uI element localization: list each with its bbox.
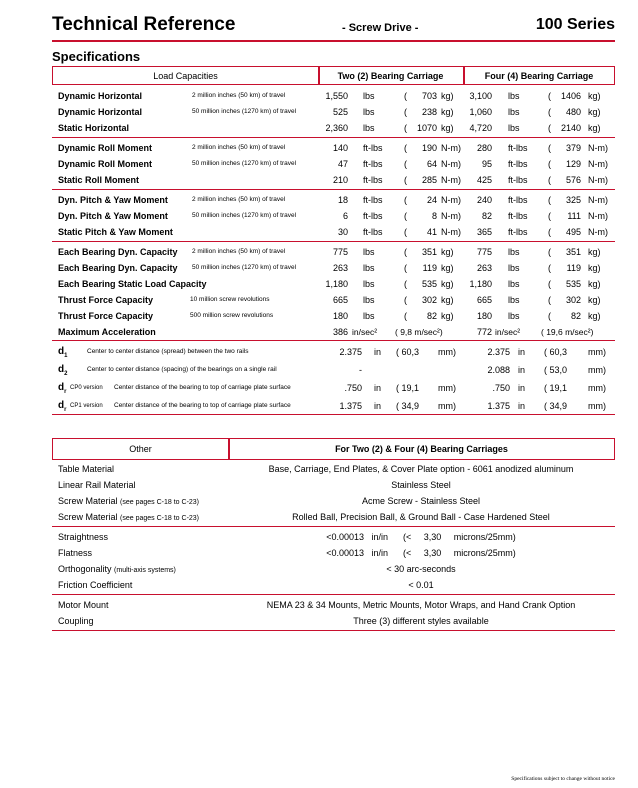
four-bearing-unit: in — [518, 383, 526, 393]
two-bearing-metric-unit: N-m) — [441, 211, 461, 221]
four-bearing-paren: ( — [548, 279, 551, 289]
four-bearing-metric-unit: kg) — [588, 107, 601, 117]
other-row — [52, 493, 615, 509]
spec-row — [52, 172, 615, 188]
four-bearing-metric: 82 — [570, 311, 581, 321]
two-bearing-paren: ( — [404, 195, 407, 205]
two-bearing-unit: ft-lbs — [363, 143, 383, 153]
four-bearing-metric-unit: kg) — [588, 247, 601, 257]
four-bearing-value: 2.088 — [487, 365, 510, 375]
dimension-row — [52, 362, 615, 378]
two-bearing-metric-unit: kg) — [441, 295, 454, 305]
two-bearing-unit: ft-lbs — [363, 227, 383, 237]
four-bearing-unit: lbs — [508, 295, 520, 305]
dimension-version: CP0 version — [70, 385, 103, 391]
two-bearing-value: 1,180 — [325, 279, 348, 289]
two-bearing-value: 775 — [332, 247, 348, 257]
four-bearing-metric-unit: kg) — [588, 123, 601, 133]
four-bearing-metric: 480 — [565, 107, 581, 117]
header-four-bearing: Four (4) Bearing Carriage — [484, 70, 594, 81]
spec-label: Thrust Force Capacity — [58, 311, 154, 321]
four-bearing-metric: 119 — [566, 263, 581, 273]
group-divider — [52, 189, 615, 190]
two-bearing-value: 525 — [332, 107, 348, 117]
four-bearing-unit: lbs — [508, 263, 520, 273]
four-bearing-metric-unit: kg) — [588, 311, 601, 321]
two-bearing-paren: ( — [404, 175, 407, 185]
two-bearing-unit: lbs — [363, 295, 375, 305]
spec-label: Thrust Force Capacity — [58, 295, 154, 305]
two-bearing-metric-unit: kg) — [441, 279, 454, 289]
spec-table-header — [52, 66, 615, 85]
spec-row — [52, 224, 615, 240]
other-row — [52, 613, 615, 629]
four-bearing-metric: 302 — [565, 295, 581, 305]
spec-row — [52, 104, 615, 120]
other-value: NEMA 23 & 34 Mounts, Metric Mounts, Motor Wraps, and Hand Crank Option — [266, 600, 576, 610]
spec-row — [52, 244, 615, 260]
other-value: <0.00013 in/in (< 3,30 microns/25mm) — [326, 548, 516, 558]
dimension-symbol-subscript: 1 — [64, 353, 68, 359]
two-bearing-metric: ( 9,8 m/sec²) — [395, 327, 443, 337]
four-bearing-unit: ft-lbs — [508, 159, 528, 169]
two-bearing-metric-unit: mm) — [438, 347, 456, 357]
spec-condition: 50 million inches (1270 km) of travel — [192, 108, 297, 115]
two-bearing-metric: 703 — [421, 91, 437, 101]
two-bearing-unit: lbs — [363, 311, 375, 321]
spec-row — [52, 120, 615, 136]
two-bearing-value: - — [359, 365, 362, 375]
other-label — [58, 613, 94, 629]
two-bearing-paren: ( — [404, 91, 407, 101]
spec-label: Static Pitch & Yaw Moment — [58, 227, 173, 237]
two-bearing-paren: ( — [404, 143, 407, 153]
other-value: < 0.01 — [408, 580, 434, 590]
two-bearing-paren: ( — [404, 227, 407, 237]
two-bearing-metric-unit: kg) — [441, 263, 454, 273]
four-bearing-value: 1,180 — [469, 279, 492, 289]
two-bearing-paren: ( — [404, 311, 407, 321]
four-bearing-metric-unit: kg) — [588, 279, 601, 289]
group-divider — [52, 340, 615, 341]
other-label-text: Table Material — [58, 464, 115, 474]
spec-condition: 2 million inches (50 km) of travel — [192, 196, 286, 203]
four-bearing-metric: 129 — [565, 159, 581, 169]
four-bearing-paren: ( — [548, 295, 551, 305]
two-bearing-value: 180 — [332, 311, 348, 321]
other-row — [52, 477, 615, 493]
four-bearing-metric: 2140 — [560, 123, 581, 133]
four-bearing-unit: in/sec² — [495, 327, 521, 337]
two-bearing-metric: ( 60,3 — [396, 347, 420, 357]
other-row — [52, 577, 615, 593]
two-bearing-metric-unit: kg) — [441, 107, 454, 117]
dimension-symbol-letter: d — [58, 346, 65, 357]
two-bearing-metric: ( 19,1 — [396, 383, 420, 393]
other-label — [58, 545, 92, 561]
four-bearing-metric: 495 — [565, 227, 581, 237]
four-bearing-metric: 1406 — [560, 91, 581, 101]
two-bearing-metric: 351 — [421, 247, 437, 257]
four-bearing-metric: 325 — [565, 195, 581, 205]
four-bearing-metric: ( 34,9 — [544, 401, 568, 411]
group-divider — [52, 241, 615, 242]
four-bearing-metric-unit: N-m) — [588, 195, 608, 205]
dimension-row — [52, 398, 615, 414]
four-bearing-paren: ( — [548, 175, 551, 185]
two-bearing-value: 47 — [337, 159, 348, 169]
four-bearing-unit: lbs — [508, 247, 520, 257]
two-bearing-value: 386 — [332, 327, 348, 337]
spec-condition: 2 million inches (50 km) of travel — [192, 92, 286, 99]
other-label — [58, 509, 199, 527]
two-bearing-value: 210 — [332, 175, 348, 185]
spec-condition: 500 million screw revolutions — [190, 312, 274, 319]
other-row — [52, 509, 615, 525]
four-bearing-paren: ( — [548, 227, 551, 237]
four-bearing-metric: 351 — [565, 247, 581, 257]
four-bearing-value: 180 — [476, 311, 492, 321]
two-bearing-metric: 238 — [421, 107, 437, 117]
spec-row — [52, 292, 615, 308]
four-bearing-paren: ( — [548, 211, 551, 221]
two-bearing-value: 1,550 — [325, 91, 348, 101]
other-label-text: Orthogonality — [58, 564, 112, 574]
other-row — [52, 461, 615, 477]
two-bearing-metric-unit: N-m) — [441, 175, 461, 185]
dimension-version: CP1 version — [70, 403, 103, 409]
four-bearing-unit: lbs — [508, 91, 520, 101]
dimension-symbol-subscript: r — [64, 389, 67, 395]
spec-condition: 50 million inches (1270 km) of travel — [192, 160, 297, 167]
four-bearing-metric-unit: N-m) — [588, 211, 608, 221]
four-bearing-paren: ( — [548, 195, 551, 205]
dimension-symbol-letter: d — [58, 400, 65, 411]
four-bearing-metric-unit: kg) — [588, 91, 601, 101]
spec-label: Static Roll Moment — [58, 175, 140, 185]
four-bearing-metric: ( 19,1 — [544, 383, 568, 393]
two-bearing-unit: lbs — [363, 247, 375, 257]
two-bearing-metric: 285 — [421, 175, 437, 185]
four-bearing-unit: ft-lbs — [508, 175, 528, 185]
two-bearing-metric-unit: mm) — [438, 401, 456, 411]
two-bearing-unit: lbs — [363, 279, 375, 289]
four-bearing-unit: ft-lbs — [508, 195, 528, 205]
spec-label: Static Horizontal — [58, 123, 130, 133]
four-bearing-paren: ( — [548, 123, 551, 133]
four-bearing-metric-unit: kg) — [588, 295, 601, 305]
other-label-text: Coupling — [58, 616, 94, 626]
two-bearing-paren: ( — [404, 159, 407, 169]
dimension-symbol-letter: d — [58, 382, 65, 393]
four-bearing-metric-unit: kg) — [588, 263, 601, 273]
section-title: Specifications — [52, 49, 141, 64]
four-bearing-value: 665 — [476, 295, 492, 305]
other-label-text: Screw Material — [58, 512, 118, 522]
spec-condition: 2 million inches (50 km) of travel — [192, 144, 286, 151]
two-bearing-metric: 64 — [426, 159, 437, 169]
dimension-symbol — [58, 362, 67, 382]
page-title: Technical Reference — [52, 14, 236, 35]
two-bearing-value: .750 — [344, 383, 362, 393]
two-bearing-unit: ft-lbs — [363, 211, 383, 221]
two-bearing-metric-unit: N-m) — [441, 159, 461, 169]
four-bearing-value: 775 — [476, 247, 492, 257]
other-row — [52, 529, 615, 545]
header-divider — [52, 40, 615, 42]
other-value: < 30 arc-seconds — [386, 564, 456, 574]
four-bearing-value: 280 — [476, 143, 492, 153]
two-bearing-unit: lbs — [363, 123, 375, 133]
four-bearing-value: 772 — [476, 327, 492, 337]
other-label-note: (multi-axis systems) — [114, 567, 176, 574]
other-row — [52, 597, 615, 613]
spec-condition: 10 million screw revolutions — [190, 296, 270, 303]
two-bearing-paren: ( — [404, 123, 407, 133]
four-bearing-unit: ft-lbs — [508, 211, 528, 221]
four-bearing-unit: lbs — [508, 311, 520, 321]
two-bearing-unit: lbs — [363, 91, 375, 101]
four-bearing-unit: lbs — [508, 123, 520, 133]
spec-row — [52, 192, 615, 208]
two-bearing-value: 665 — [332, 295, 348, 305]
spec-condition: 50 million inches (1270 km) of travel — [192, 212, 297, 219]
spec-row — [52, 140, 615, 156]
two-bearing-unit: ft-lbs — [363, 195, 383, 205]
two-bearing-value: 2.375 — [339, 347, 362, 357]
two-bearing-metric: 41 — [426, 227, 437, 237]
spec-table-bottom — [52, 414, 615, 415]
two-bearing-unit: in — [374, 347, 382, 357]
four-bearing-value: 3,100 — [469, 91, 492, 101]
two-bearing-unit: in/sec² — [352, 327, 378, 337]
two-bearing-metric: 24 — [426, 195, 437, 205]
four-bearing-value: 4,720 — [469, 123, 492, 133]
other-value: <0.00013 in/in (< 3,30 microns/25mm) — [326, 532, 516, 542]
spec-row — [52, 156, 615, 172]
four-bearing-unit: in — [518, 365, 526, 375]
spec-label: Dyn. Pitch & Yaw Moment — [58, 195, 168, 205]
two-bearing-value: 263 — [332, 263, 348, 273]
four-bearing-unit: in — [518, 347, 526, 357]
four-bearing-metric: 379 — [565, 143, 581, 153]
spec-label: Each Bearing Static Load Capacity — [58, 279, 207, 289]
four-bearing-metric-unit: N-m) — [588, 159, 608, 169]
four-bearing-value: 2.375 — [487, 347, 510, 357]
two-bearing-value: 1.375 — [339, 401, 362, 411]
other-label-note: (see pages C-18 to C-23) — [120, 499, 200, 506]
other-label-text: Flatness — [58, 548, 93, 558]
header-load-capacities: Load Capacities — [153, 70, 218, 81]
two-bearing-metric-unit: kg) — [441, 247, 454, 257]
four-bearing-metric-unit: N-m) — [588, 143, 608, 153]
four-bearing-metric-unit: N-m) — [588, 227, 608, 237]
header-other: Other — [129, 444, 152, 454]
other-value: Acme Screw - Stainless Steel — [361, 496, 481, 506]
spec-label: Each Bearing Dyn. Capacity — [58, 247, 178, 257]
four-bearing-value: .750 — [492, 383, 510, 393]
four-bearing-unit: ft-lbs — [508, 143, 528, 153]
four-bearing-paren: ( — [548, 107, 551, 117]
two-bearing-unit: in — [374, 383, 382, 393]
other-value: Rolled Ball, Precision Ball, & Ground Ball - Case Hardened Steel — [292, 512, 550, 522]
dimension-description: Center distance of the bearing to top of carriage plate surface — [114, 384, 291, 391]
dimension-symbol — [58, 398, 66, 418]
four-bearing-metric-unit: mm) — [588, 383, 606, 393]
four-bearing-value: 425 — [476, 175, 492, 185]
four-bearing-value: 82 — [481, 211, 492, 221]
dimension-symbol — [58, 380, 66, 400]
four-bearing-metric: 111 — [567, 211, 581, 221]
other-label-text: Screw Material — [58, 496, 118, 506]
two-bearing-value: 6 — [342, 211, 348, 221]
dimension-symbol-letter: d — [58, 364, 65, 375]
four-bearing-metric-unit: mm) — [588, 365, 606, 375]
two-bearing-metric: 82 — [426, 311, 437, 321]
two-bearing-paren: ( — [404, 107, 407, 117]
four-bearing-value: 1.375 — [487, 401, 510, 411]
other-label-note: (see pages C-18 to C-23) — [120, 515, 200, 522]
dimension-symbol-subscript: 2 — [64, 371, 68, 377]
two-bearing-unit: in — [374, 401, 382, 411]
spec-row — [52, 276, 615, 292]
dimension-row — [52, 344, 615, 360]
four-bearing-metric: 535 — [565, 279, 581, 289]
other-label-text: Friction Coefficient — [58, 580, 133, 590]
two-bearing-paren: ( — [404, 279, 407, 289]
two-bearing-metric-unit: kg) — [441, 311, 454, 321]
spec-label: Dynamic Roll Moment — [58, 159, 153, 169]
other-group-divider — [52, 594, 615, 595]
other-label — [58, 577, 132, 593]
four-bearing-paren: ( — [548, 159, 551, 169]
four-bearing-value: 1,060 — [469, 107, 492, 117]
two-bearing-metric-unit: kg) — [441, 91, 454, 101]
dimension-symbol-subscript: r — [64, 407, 67, 413]
spec-label: Dynamic Horizontal — [58, 107, 143, 117]
other-label — [58, 597, 109, 613]
four-bearing-metric-unit: N-m) — [588, 175, 608, 185]
spec-row — [52, 208, 615, 224]
other-label-text: Motor Mount — [58, 600, 109, 610]
two-bearing-metric: ( 34,9 — [396, 401, 420, 411]
other-label-text: Linear Rail Material — [58, 480, 136, 490]
dimension-description: Center to center distance (spacing) of the bearings on a single rail — [87, 366, 277, 373]
series-label: 100 Series — [535, 16, 615, 33]
header-two-bearing: Two (2) Bearing Carriage — [337, 70, 444, 81]
two-bearing-metric-unit: N-m) — [441, 143, 461, 153]
dimension-description: Center distance of the bearing to top of carriage plate surface — [114, 402, 291, 409]
four-bearing-value: 263 — [476, 263, 492, 273]
four-bearing-metric: ( 19,6 m/sec²) — [541, 327, 594, 337]
two-bearing-metric: 8 — [431, 211, 437, 221]
two-bearing-paren: ( — [404, 247, 407, 257]
four-bearing-metric: ( 53,0 — [544, 365, 568, 375]
footer-note: Specifications subject to change without notice — [511, 776, 615, 782]
four-bearing-unit: lbs — [508, 107, 520, 117]
spec-label: Maximum Acceleration — [58, 327, 156, 337]
other-group-divider — [52, 630, 615, 631]
spec-row — [52, 260, 615, 276]
four-bearing-metric: 576 — [565, 175, 581, 185]
other-row — [52, 561, 615, 577]
two-bearing-unit: lbs — [363, 107, 375, 117]
other-value: Three (3) different styles available — [353, 616, 489, 626]
two-bearing-paren: ( — [404, 295, 407, 305]
spec-label: Dynamic Horizontal — [58, 91, 143, 101]
four-bearing-value: 365 — [476, 227, 492, 237]
spec-label: Dyn. Pitch & Yaw Moment — [58, 211, 168, 221]
two-bearing-value: 140 — [332, 143, 348, 153]
two-bearing-metric: 302 — [421, 295, 437, 305]
four-bearing-unit: lbs — [508, 279, 520, 289]
two-bearing-metric-unit: kg) — [441, 123, 454, 133]
spec-condition: 2 million inches (50 km) of travel — [192, 248, 286, 255]
four-bearing-unit: in — [518, 401, 526, 411]
two-bearing-unit: ft-lbs — [363, 175, 383, 185]
two-bearing-unit: lbs — [363, 263, 375, 273]
spec-row — [52, 308, 615, 324]
four-bearing-value: 240 — [476, 195, 492, 205]
other-value: Stainless Steel — [391, 480, 451, 490]
header-for-two-four: For Two (2) & Four (4) Bearing Carriages — [335, 444, 508, 454]
two-bearing-value: 18 — [337, 195, 348, 205]
dimension-description: Center to center distance (spread) between the two rails — [87, 348, 249, 355]
four-bearing-metric: ( 60,3 — [544, 347, 568, 357]
spec-label: Each Bearing Dyn. Capacity — [58, 263, 178, 273]
four-bearing-metric-unit: mm) — [588, 347, 606, 357]
two-bearing-metric: 119 — [422, 263, 437, 273]
other-label — [58, 461, 114, 477]
two-bearing-paren: ( — [404, 263, 407, 273]
other-group-divider — [52, 526, 615, 527]
spec-label: Dynamic Roll Moment — [58, 143, 153, 153]
other-label — [58, 529, 108, 545]
other-row — [52, 545, 615, 561]
two-bearing-metric: 190 — [421, 143, 437, 153]
spec-condition: 50 million inches (1270 km) of travel — [192, 264, 297, 271]
two-bearing-metric-unit: mm) — [438, 383, 456, 393]
two-bearing-value: 30 — [337, 227, 348, 237]
dimension-row — [52, 380, 615, 396]
four-bearing-unit: ft-lbs — [508, 227, 528, 237]
four-bearing-paren: ( — [548, 263, 551, 273]
two-bearing-metric-unit: N-m) — [441, 227, 461, 237]
other-value: Base, Carriage, End Plates, & Cover Plate option - 6061 anodized aluminum — [268, 464, 574, 474]
other-label — [58, 477, 136, 493]
other-table-header — [52, 438, 615, 460]
spec-row-acceleration — [52, 324, 615, 340]
two-bearing-metric-unit: N-m) — [441, 195, 461, 205]
four-bearing-value: 95 — [481, 159, 492, 169]
spec-row — [52, 88, 615, 104]
four-bearing-metric-unit: mm) — [588, 401, 606, 411]
four-bearing-paren: ( — [548, 311, 551, 321]
two-bearing-unit: ft-lbs — [363, 159, 383, 169]
two-bearing-metric: 1070 — [416, 123, 437, 133]
group-divider — [52, 137, 615, 138]
two-bearing-value: 2,360 — [325, 123, 348, 133]
four-bearing-paren: ( — [548, 143, 551, 153]
two-bearing-metric: 535 — [421, 279, 437, 289]
dimension-symbol — [58, 344, 67, 364]
two-bearing-paren: ( — [404, 211, 407, 221]
four-bearing-paren: ( — [548, 247, 551, 257]
page-subtitle: - Screw Drive - — [342, 22, 419, 34]
other-label-text: Straightness — [58, 532, 109, 542]
four-bearing-paren: ( — [548, 91, 551, 101]
